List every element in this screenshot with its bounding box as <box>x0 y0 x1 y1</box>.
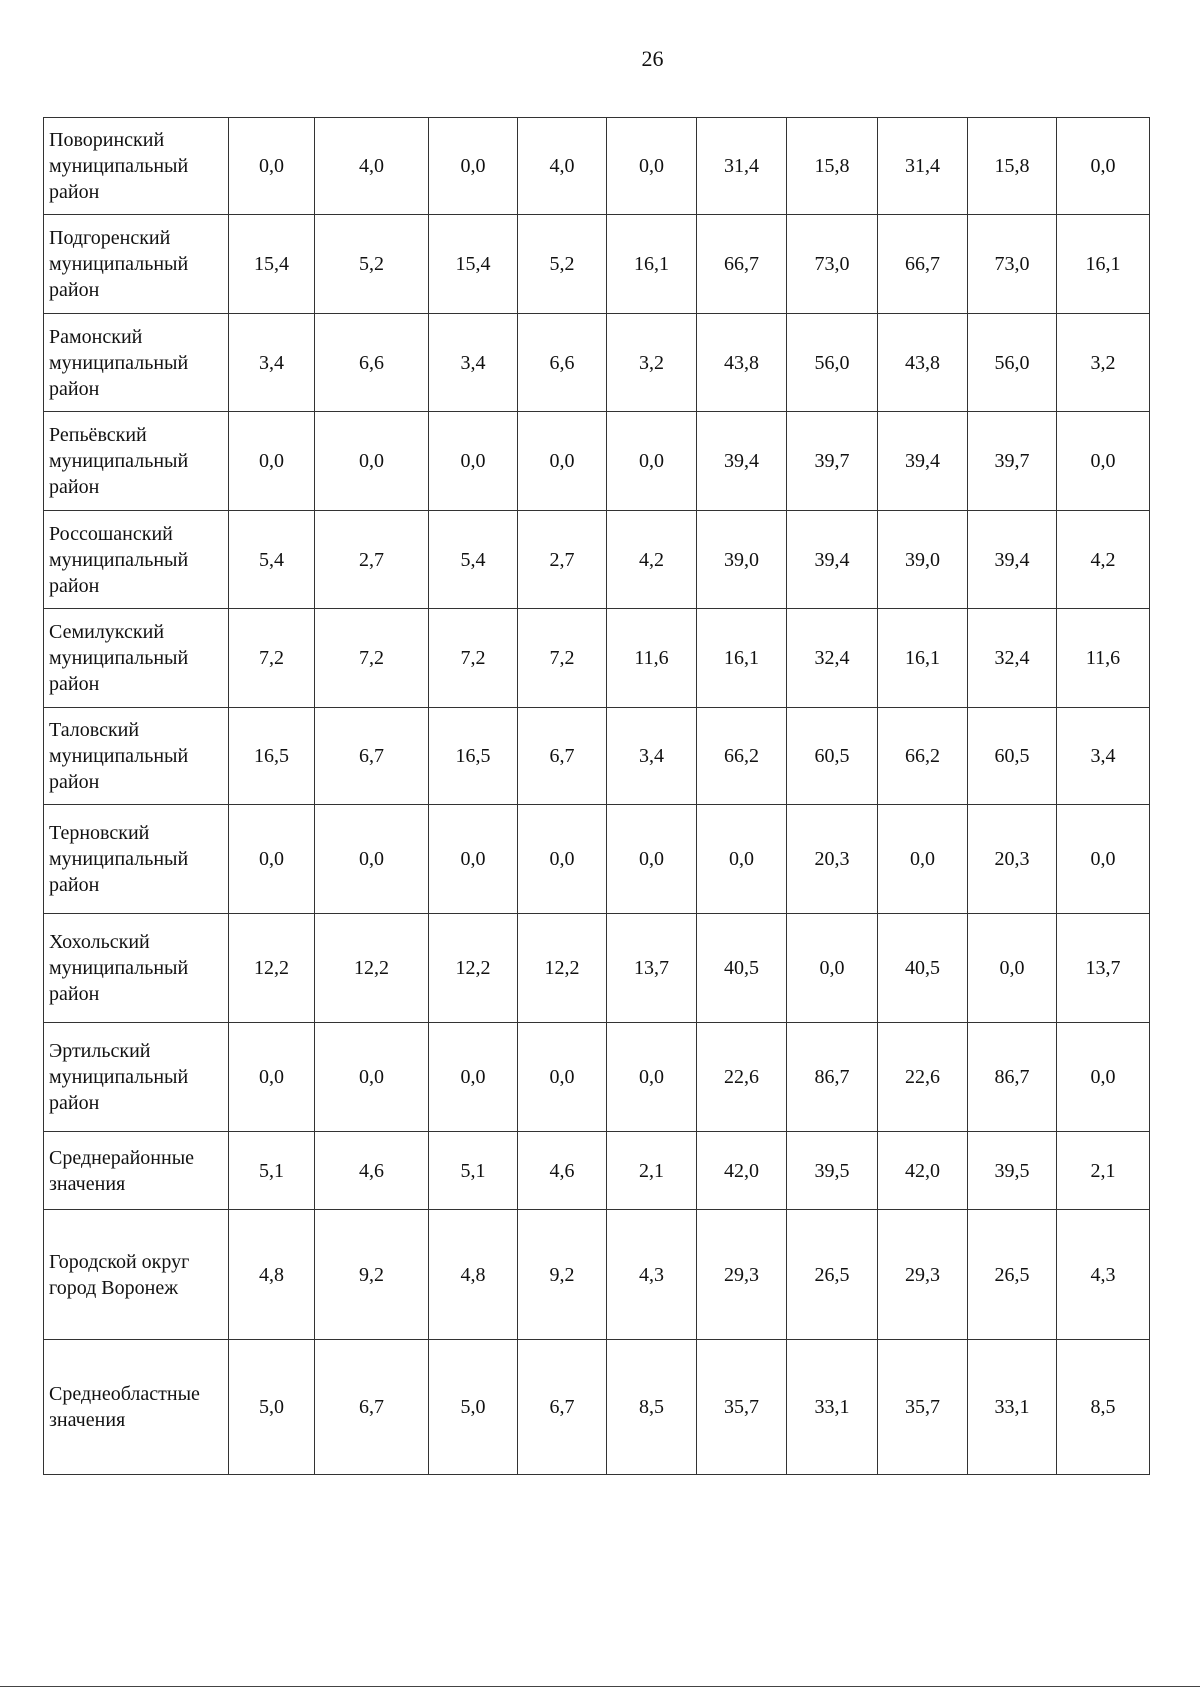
value-cell: 6,7 <box>315 1340 429 1475</box>
value-cell: 39,4 <box>697 412 787 511</box>
value-cell: 0,0 <box>229 805 315 914</box>
value-cell: 6,7 <box>518 708 607 805</box>
value-cell: 4,8 <box>229 1210 315 1340</box>
value-cell: 39,4 <box>968 511 1057 609</box>
row-name-cell: Репьёвский муниципальный район <box>44 412 229 511</box>
table-row <box>44 118 1150 215</box>
value-cell: 3,2 <box>1057 314 1150 412</box>
value-cell: 43,8 <box>878 314 968 412</box>
value-cell: 26,5 <box>787 1210 878 1340</box>
value-cell: 29,3 <box>697 1210 787 1340</box>
value-cell: 16,1 <box>1057 215 1150 314</box>
value-cell: 0,0 <box>429 412 518 511</box>
table-row <box>44 215 1150 314</box>
row-name-cell: Рамонский муниципальный район <box>44 314 229 412</box>
value-cell: 0,0 <box>429 1023 518 1132</box>
value-cell: 31,4 <box>697 118 787 215</box>
row-name-cell: Среднеобластные значения <box>44 1340 229 1475</box>
value-cell: 0,0 <box>229 118 315 215</box>
value-cell: 2,1 <box>1057 1132 1150 1210</box>
value-cell: 39,0 <box>878 511 968 609</box>
value-cell: 86,7 <box>968 1023 1057 1132</box>
value-cell: 4,0 <box>518 118 607 215</box>
value-cell: 13,7 <box>1057 914 1150 1023</box>
value-cell: 73,0 <box>968 215 1057 314</box>
value-cell: 2,7 <box>518 511 607 609</box>
value-cell: 16,5 <box>229 708 315 805</box>
value-cell: 0,0 <box>518 412 607 511</box>
value-cell: 0,0 <box>787 914 878 1023</box>
value-cell: 39,0 <box>697 511 787 609</box>
value-cell: 0,0 <box>518 1023 607 1132</box>
value-cell: 42,0 <box>878 1132 968 1210</box>
value-cell: 9,2 <box>518 1210 607 1340</box>
value-cell: 39,4 <box>878 412 968 511</box>
table-row <box>44 314 1150 412</box>
value-cell: 8,5 <box>607 1340 697 1475</box>
value-cell: 42,0 <box>697 1132 787 1210</box>
value-cell: 31,4 <box>878 118 968 215</box>
value-cell: 3,2 <box>607 314 697 412</box>
value-cell: 4,2 <box>607 511 697 609</box>
value-cell: 32,4 <box>968 609 1057 708</box>
value-cell: 3,4 <box>229 314 315 412</box>
row-name-cell: Поворинский муниципальный район <box>44 118 229 215</box>
value-cell: 0,0 <box>429 805 518 914</box>
value-cell: 43,8 <box>697 314 787 412</box>
value-cell: 60,5 <box>968 708 1057 805</box>
value-cell: 66,2 <box>697 708 787 805</box>
row-name-cell: Эртильский муниципальный район <box>44 1023 229 1132</box>
value-cell: 22,6 <box>697 1023 787 1132</box>
value-cell: 13,7 <box>607 914 697 1023</box>
table-row <box>44 1340 1150 1475</box>
row-name-cell: Хохольский муниципальный район <box>44 914 229 1023</box>
value-cell: 0,0 <box>1057 412 1150 511</box>
value-cell: 11,6 <box>607 609 697 708</box>
value-cell: 66,7 <box>878 215 968 314</box>
value-cell: 7,2 <box>229 609 315 708</box>
row-name-cell: Россошанский муниципальный район <box>44 511 229 609</box>
row-name-cell: Городской округ город Воронеж <box>44 1210 229 1340</box>
value-cell: 4,8 <box>429 1210 518 1340</box>
value-cell: 5,1 <box>229 1132 315 1210</box>
row-name-cell: Терновский муниципальный район <box>44 805 229 914</box>
value-cell: 4,3 <box>1057 1210 1150 1340</box>
table-row <box>44 1132 1150 1210</box>
value-cell: 6,6 <box>518 314 607 412</box>
value-cell: 5,4 <box>429 511 518 609</box>
value-cell: 4,2 <box>1057 511 1150 609</box>
value-cell: 26,5 <box>968 1210 1057 1340</box>
value-cell: 5,2 <box>315 215 429 314</box>
value-cell: 56,0 <box>787 314 878 412</box>
value-cell: 9,2 <box>315 1210 429 1340</box>
value-cell: 0,0 <box>878 805 968 914</box>
value-cell: 0,0 <box>1057 118 1150 215</box>
page-bottom-rule <box>0 1686 1200 1687</box>
value-cell: 39,7 <box>787 412 878 511</box>
value-cell: 56,0 <box>968 314 1057 412</box>
value-cell: 5,0 <box>429 1340 518 1475</box>
value-cell: 35,7 <box>878 1340 968 1475</box>
value-cell: 66,7 <box>697 215 787 314</box>
value-cell: 0,0 <box>607 1023 697 1132</box>
value-cell: 15,4 <box>229 215 315 314</box>
row-name-cell: Семилукский муниципальный район <box>44 609 229 708</box>
value-cell: 3,4 <box>607 708 697 805</box>
value-cell: 0,0 <box>315 1023 429 1132</box>
value-cell: 15,8 <box>968 118 1057 215</box>
table-row <box>44 1023 1150 1132</box>
table-body <box>44 118 1150 1475</box>
value-cell: 16,1 <box>607 215 697 314</box>
value-cell: 39,5 <box>968 1132 1057 1210</box>
value-cell: 39,4 <box>787 511 878 609</box>
value-cell: 60,5 <box>787 708 878 805</box>
value-cell: 16,1 <box>697 609 787 708</box>
value-cell: 7,2 <box>518 609 607 708</box>
value-cell: 2,1 <box>607 1132 697 1210</box>
value-cell: 22,6 <box>878 1023 968 1132</box>
value-cell: 33,1 <box>968 1340 1057 1475</box>
value-cell: 4,3 <box>607 1210 697 1340</box>
value-cell: 0,0 <box>607 118 697 215</box>
value-cell: 7,2 <box>429 609 518 708</box>
value-cell: 12,2 <box>429 914 518 1023</box>
value-cell: 6,7 <box>315 708 429 805</box>
value-cell: 35,7 <box>697 1340 787 1475</box>
value-cell: 4,6 <box>518 1132 607 1210</box>
table-row <box>44 609 1150 708</box>
value-cell: 0,0 <box>1057 805 1150 914</box>
value-cell: 0,0 <box>697 805 787 914</box>
table-row <box>44 805 1150 914</box>
value-cell: 0,0 <box>229 412 315 511</box>
value-cell: 0,0 <box>429 118 518 215</box>
value-cell: 66,2 <box>878 708 968 805</box>
value-cell: 33,1 <box>787 1340 878 1475</box>
value-cell: 15,8 <box>787 118 878 215</box>
value-cell: 5,4 <box>229 511 315 609</box>
value-cell: 40,5 <box>697 914 787 1023</box>
value-cell: 8,5 <box>1057 1340 1150 1475</box>
value-cell: 40,5 <box>878 914 968 1023</box>
value-cell: 5,1 <box>429 1132 518 1210</box>
row-name-cell: Подгоренский муниципальный район <box>44 215 229 314</box>
value-cell: 20,3 <box>787 805 878 914</box>
indicator-table <box>43 117 1150 1475</box>
value-cell: 12,2 <box>229 914 315 1023</box>
table-row <box>44 708 1150 805</box>
table-row <box>44 412 1150 511</box>
value-cell: 16,1 <box>878 609 968 708</box>
value-cell: 5,0 <box>229 1340 315 1475</box>
value-cell: 39,5 <box>787 1132 878 1210</box>
value-cell: 0,0 <box>518 805 607 914</box>
value-cell: 12,2 <box>315 914 429 1023</box>
value-cell: 0,0 <box>607 805 697 914</box>
table-row <box>44 1210 1150 1340</box>
value-cell: 29,3 <box>878 1210 968 1340</box>
value-cell: 0,0 <box>315 805 429 914</box>
value-cell: 7,2 <box>315 609 429 708</box>
row-name-cell: Таловский муниципальный район <box>44 708 229 805</box>
value-cell: 39,7 <box>968 412 1057 511</box>
value-cell: 12,2 <box>518 914 607 1023</box>
value-cell: 4,6 <box>315 1132 429 1210</box>
row-name-cell: Среднерайонные значения <box>44 1132 229 1210</box>
value-cell: 3,4 <box>429 314 518 412</box>
value-cell: 0,0 <box>229 1023 315 1132</box>
page-number: 26 <box>641 46 664 71</box>
table-row <box>44 914 1150 1023</box>
value-cell: 86,7 <box>787 1023 878 1132</box>
value-cell: 6,6 <box>315 314 429 412</box>
value-cell: 32,4 <box>787 609 878 708</box>
table-row <box>44 511 1150 609</box>
value-cell: 15,4 <box>429 215 518 314</box>
value-cell: 0,0 <box>968 914 1057 1023</box>
value-cell: 0,0 <box>315 412 429 511</box>
value-cell: 6,7 <box>518 1340 607 1475</box>
value-cell: 2,7 <box>315 511 429 609</box>
value-cell: 0,0 <box>1057 1023 1150 1132</box>
value-cell: 20,3 <box>968 805 1057 914</box>
value-cell: 5,2 <box>518 215 607 314</box>
value-cell: 4,0 <box>315 118 429 215</box>
value-cell: 3,4 <box>1057 708 1150 805</box>
value-cell: 11,6 <box>1057 609 1150 708</box>
value-cell: 16,5 <box>429 708 518 805</box>
value-cell: 0,0 <box>607 412 697 511</box>
value-cell: 73,0 <box>787 215 878 314</box>
